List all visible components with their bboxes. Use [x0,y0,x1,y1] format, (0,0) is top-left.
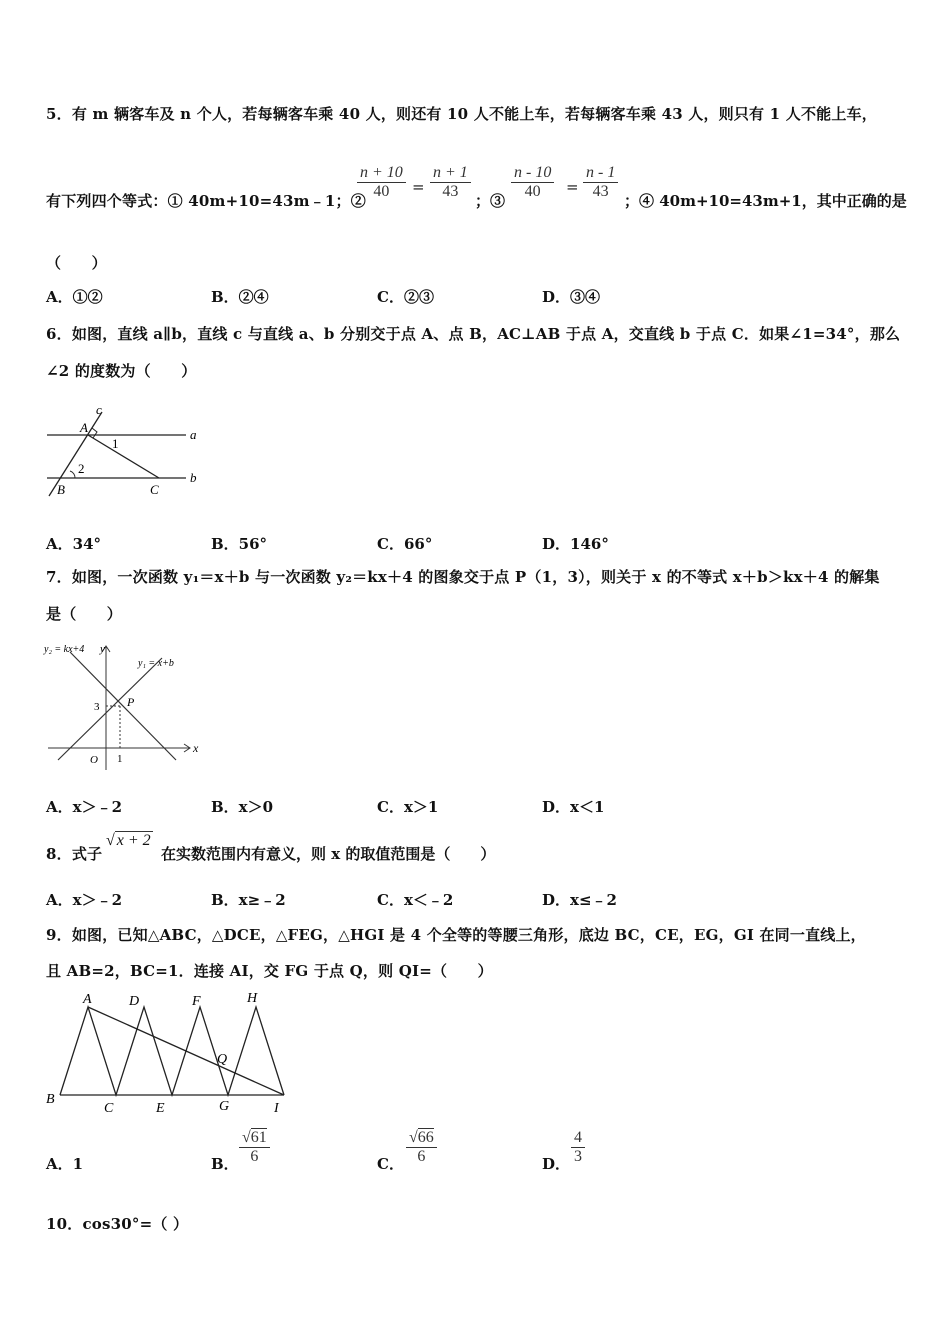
q8-sqrt-expression [106,832,153,850]
q8-stem-pre: 8．式子 [46,845,103,863]
q9-label-A: A [83,992,92,1007]
q5-sep-3: ；③ [475,192,506,210]
q8-stem-post: 在实数范围内有意义，则 x 的取值范围是（ ） [161,845,496,863]
radical-sign-icon: √ [242,1129,251,1146]
q9-stem-line2: 且 AB=2，BC=1．连接 AI，交 FG 于点 Q，则 QI=（ ） [46,962,493,980]
q9-label-G: G [219,1099,230,1114]
q7-label-y2: y₂ = kx+4 [44,644,85,655]
q5-f2-right-num: n + 1 [433,164,468,181]
q5-f3-right-num: n - 1 [586,164,616,181]
q9-label-I: I [274,1101,279,1116]
q6-label-b: b [190,470,197,485]
q5-stem-line2-start: 有下列四个等式：① 40m+10=43m﹣1；② [46,192,366,210]
q6-stem-line2: ∠2 的度数为（ ） [46,362,197,380]
q9-option-a[interactable]: A．1 [46,1155,84,1173]
q6-label-a: a [190,427,197,442]
q9-option-d-label[interactable]: D． [542,1155,571,1173]
q9-option-c-radicand: 66 [417,1129,434,1146]
q5-f2-right-den: 43 [430,182,471,201]
q7-option-c[interactable]: C．x＞1 [377,798,439,816]
q6-label-C: C [150,482,159,497]
q9-option-c-label[interactable]: C． [377,1155,404,1173]
q6-option-b[interactable]: B．56° [211,535,268,553]
q9-label-H: H [247,991,258,1006]
q5-stem-line1: 5．有 m 辆客车及 n 个人，若每辆客车乘 40 人，则还有 10 人不能上车，若每辆客车乘 43 人，则只有 1 人不能上车， [46,105,877,123]
q6-label-angle2: 2 [78,461,85,476]
q5-f2-left-num: n + 10 [360,164,403,181]
q7-label-y-axis: y [100,643,105,655]
q9-label-Q: Q [217,1052,228,1067]
q7-label-3: 3 [94,701,100,713]
q5-answer-paren: （ ） [46,254,107,272]
q6-option-c[interactable]: C．66° [377,535,433,553]
q9-stem-line1: 9．如图，已知△ABC，△DCE，△FEG，△HGI 是 4 个全等的等腰三角形，底边 BC，CE，EG，GI 在同一直线上， [46,926,866,944]
q9-label-F: F [192,994,201,1009]
q8-radicand: x + 2 [116,832,151,849]
q9-option-d-num: 4 [574,1129,582,1146]
q6-label-B: B [57,482,65,497]
q5-f3-left-den: 40 [511,182,554,201]
q5-stem-line2-end: ；④ 40m+10=43m+1，其中正确的是 [624,192,907,210]
q5-eq-sign-3: = [566,178,579,196]
q10-stem: 10．cos30°=（ ） [46,1215,189,1233]
q5-f3-right-den: 43 [583,182,618,201]
q6-label-A: A [80,420,88,435]
radical-sign-icon: √ [409,1129,418,1146]
q9-label-D: D [129,994,140,1009]
q5-option-c[interactable]: C．②③ [377,288,434,306]
q9-option-b-fraction [239,1129,270,1166]
q5-fraction-2-right [430,164,471,201]
q5-option-b[interactable]: B．②④ [211,288,269,306]
q6-label-c: c [96,402,102,417]
q5-fraction-3-left [511,164,554,201]
q7-figure-function-graph [40,638,210,776]
q9-option-c-fraction [406,1129,437,1166]
q7-stem-line2: 是（ ） [46,605,123,623]
q7-option-d[interactable]: D．x＜1 [542,798,605,816]
q5-f3-left-num: n - 10 [514,164,552,181]
q9-option-b-label[interactable]: B． [211,1155,239,1173]
q6-label-angle1: 1 [112,436,119,451]
q9-option-d-fraction [571,1129,585,1166]
q7-label-O: O [90,754,98,766]
q5-option-d[interactable]: D．③④ [542,288,601,306]
q7-label-y1: y₁ = x+b [138,658,174,669]
q5-fraction-3-right [583,164,618,201]
q8-option-a[interactable]: A．x＞﹣2 [46,891,123,909]
q7-label-P: P [127,695,135,709]
q9-option-b-radicand: 61 [250,1129,267,1146]
q6-figure-parallel-lines [44,400,209,500]
q5-eq-sign-2: = [412,178,425,196]
q7-option-b[interactable]: B．x＞0 [211,798,274,816]
q7-stem-line1: 7．如图，一次函数 y₁＝x＋b 与一次函数 y₂＝kx＋4 的图象交于点 P（1，3），则关于 x 的不等式 x＋b＞kx＋4 的解集 [46,568,880,586]
q6-stem-line1: 6．如图，直线 a∥b，直线 c 与直线 a、b 分别交于点 A、点 B，AC⊥AB 于点 A，交直线 b 于点 C．如果∠1=34°，那么 [46,325,901,343]
q6-option-a[interactable]: A．34° [46,535,102,553]
q5-option-a[interactable]: A．①② [46,288,103,306]
q9-label-C: C [104,1101,114,1116]
q9-option-c-den: 6 [406,1147,437,1166]
q8-option-c[interactable]: C．x＜﹣2 [377,891,454,909]
q9-option-b-den: 6 [239,1147,270,1166]
q5-fraction-2-left [357,164,406,201]
q7-label-1: 1 [117,753,123,765]
q7-label-x-axis: x [193,741,199,755]
q9-figure-triangles [40,985,290,1120]
q9-label-B: B [46,1092,55,1107]
q7-option-a[interactable]: A．x＞﹣2 [46,798,123,816]
q9-label-E: E [156,1101,165,1116]
q8-option-b[interactable]: B．x≥﹣2 [211,891,286,909]
q9-option-d-den: 3 [571,1147,585,1166]
q8-option-d[interactable]: D．x≤﹣2 [542,891,617,909]
q6-option-d[interactable]: D．146° [542,535,609,553]
q5-f2-left-den: 40 [357,182,406,201]
radical-sign-icon: √ [106,832,115,849]
